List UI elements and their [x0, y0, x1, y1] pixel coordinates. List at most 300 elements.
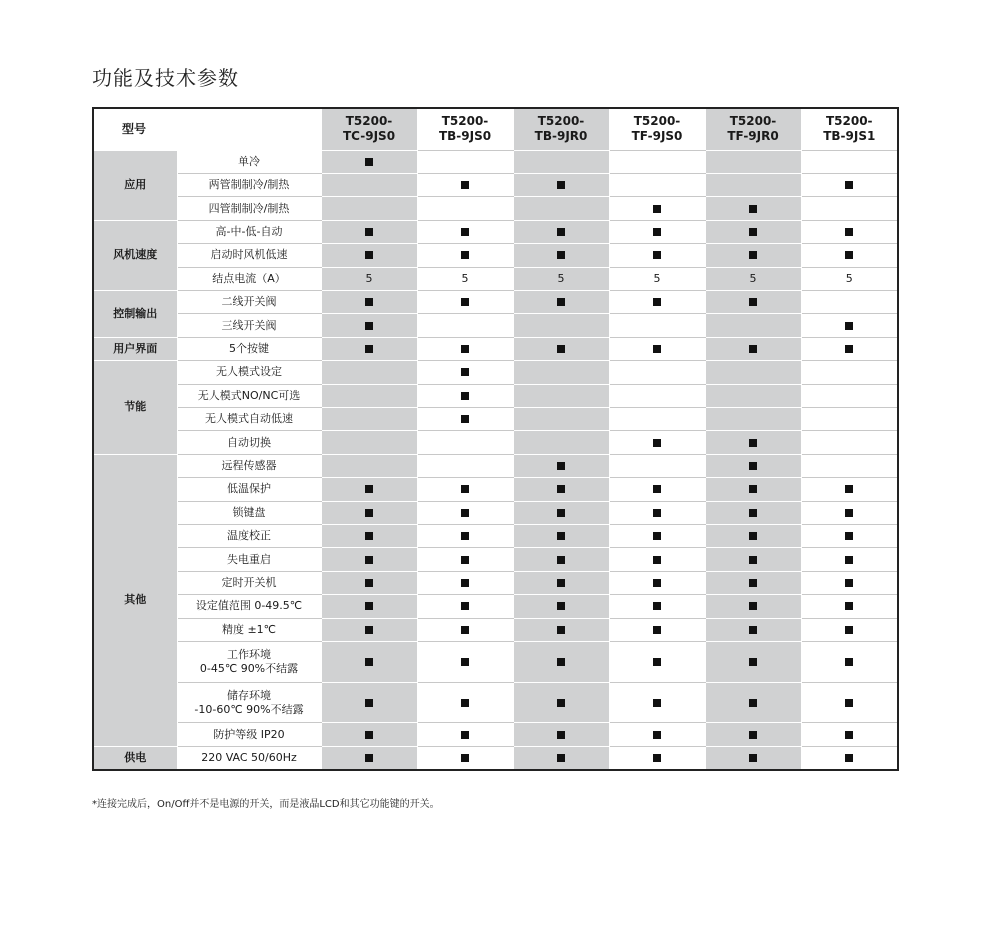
check-mark-icon	[365, 754, 373, 762]
feature-label	[177, 173, 321, 196]
check-mark-icon	[557, 626, 565, 634]
value-cell	[609, 384, 705, 407]
value-cell	[513, 642, 609, 683]
feature-text: 三线开关阀	[221, 318, 277, 332]
feature-label	[177, 618, 321, 641]
value-cell	[417, 478, 513, 501]
value-cell	[801, 220, 898, 243]
check-mark-icon	[653, 251, 661, 259]
value-cell	[513, 595, 609, 618]
value-cell	[321, 682, 417, 723]
value-cell	[417, 548, 513, 571]
feature-text: 高-中-低-自动	[215, 224, 283, 238]
check-mark-icon	[845, 509, 853, 517]
check-mark-icon	[557, 579, 565, 587]
check-mark-icon	[461, 658, 469, 666]
value-cell	[513, 337, 609, 360]
value-cell	[513, 150, 609, 173]
value-cell	[513, 290, 609, 313]
value-cell	[321, 454, 417, 477]
value-cell	[321, 173, 417, 196]
check-mark-icon	[557, 731, 565, 739]
value-cell	[705, 197, 801, 220]
feature-text: 自动切换	[227, 435, 271, 449]
value-cell	[321, 571, 417, 594]
check-mark-icon	[461, 602, 469, 610]
value-cell	[513, 746, 609, 770]
check-mark-icon	[653, 509, 661, 517]
value-cell	[705, 525, 801, 548]
model-header-3	[609, 108, 705, 150]
table-row	[93, 723, 898, 746]
value-cell	[801, 595, 898, 618]
feature-label	[177, 220, 321, 243]
check-mark-icon	[653, 658, 661, 666]
check-mark-icon	[749, 699, 757, 707]
check-mark-icon	[461, 532, 469, 540]
value-cell	[321, 595, 417, 618]
check-mark-icon	[749, 602, 757, 610]
value-cell	[801, 478, 898, 501]
check-mark-icon	[365, 602, 373, 610]
value-cell	[417, 150, 513, 173]
check-mark-icon	[557, 462, 565, 470]
feature-text: 无人模式设定	[216, 365, 282, 379]
value-cell	[609, 571, 705, 594]
check-mark-icon	[749, 228, 757, 236]
value-cell	[705, 220, 801, 243]
value-cell	[705, 478, 801, 501]
value-cell	[609, 431, 705, 454]
value-cell	[801, 314, 898, 337]
check-mark-icon	[365, 158, 373, 166]
value-cell	[513, 173, 609, 196]
value-cell	[513, 267, 609, 290]
category-label: 应用	[93, 150, 177, 220]
value-cell	[417, 642, 513, 683]
value-cell	[801, 454, 898, 477]
value-cell	[801, 267, 898, 290]
check-mark-icon	[845, 228, 853, 236]
value-cell	[417, 290, 513, 313]
feature-text: 精度 ±1℃	[221, 622, 277, 636]
value-cell	[801, 682, 898, 723]
table-row	[93, 150, 898, 173]
feature-text: 低温保护	[227, 482, 271, 496]
table-row	[93, 571, 898, 594]
value-text: 5	[365, 271, 373, 285]
model-line1: T5200-	[825, 114, 873, 129]
check-mark-icon	[461, 626, 469, 634]
check-mark-icon	[461, 579, 469, 587]
check-mark-icon	[365, 298, 373, 306]
feature-label	[177, 407, 321, 430]
check-mark-icon	[749, 754, 757, 762]
check-mark-icon	[461, 415, 469, 423]
check-mark-icon	[365, 626, 373, 634]
check-mark-icon	[461, 731, 469, 739]
table-row	[93, 478, 898, 501]
value-cell	[801, 384, 898, 407]
check-mark-icon	[749, 556, 757, 564]
check-mark-icon	[749, 462, 757, 470]
check-mark-icon	[749, 345, 757, 353]
feature-label	[177, 290, 321, 313]
check-mark-icon	[653, 205, 661, 213]
check-mark-icon	[461, 485, 469, 493]
feature-label	[177, 642, 321, 683]
value-cell	[609, 173, 705, 196]
value-cell	[609, 501, 705, 524]
feature-label	[177, 454, 321, 477]
value-cell	[513, 431, 609, 454]
check-mark-icon	[845, 322, 853, 330]
value-cell	[417, 682, 513, 723]
check-mark-icon	[749, 626, 757, 634]
check-mark-icon	[557, 228, 565, 236]
value-cell	[609, 525, 705, 548]
feature-label	[177, 723, 321, 746]
value-cell	[705, 407, 801, 430]
value-cell	[705, 642, 801, 683]
value-cell	[609, 150, 705, 173]
check-mark-icon	[845, 626, 853, 634]
feature-text: 结点电流（A）	[212, 271, 286, 285]
check-mark-icon	[749, 579, 757, 587]
value-cell	[609, 407, 705, 430]
check-mark-icon	[653, 532, 661, 540]
value-cell	[705, 314, 801, 337]
value-cell	[321, 431, 417, 454]
feature-text-line2: 0-45℃ 90%不结露	[199, 661, 299, 675]
value-cell	[609, 267, 705, 290]
value-cell	[705, 501, 801, 524]
feature-text: 单冷	[238, 154, 260, 168]
value-cell	[801, 197, 898, 220]
check-mark-icon	[365, 699, 373, 707]
value-cell	[705, 431, 801, 454]
check-mark-icon	[557, 556, 565, 564]
feature-label	[177, 478, 321, 501]
check-mark-icon	[749, 658, 757, 666]
value-cell	[321, 314, 417, 337]
feature-text: 锁键盘	[232, 505, 266, 519]
value-cell	[417, 384, 513, 407]
check-mark-icon	[557, 699, 565, 707]
value-cell	[321, 723, 417, 746]
check-mark-icon	[557, 658, 565, 666]
value-cell	[801, 525, 898, 548]
spec-table	[92, 107, 899, 771]
check-mark-icon	[557, 251, 565, 259]
table-row	[93, 746, 898, 770]
value-cell	[513, 454, 609, 477]
check-mark-icon	[365, 556, 373, 564]
check-mark-icon	[749, 485, 757, 493]
feature-label	[177, 384, 321, 407]
value-cell	[513, 618, 609, 641]
value-cell	[609, 290, 705, 313]
check-mark-icon	[845, 345, 853, 353]
value-cell	[609, 746, 705, 770]
value-cell	[609, 478, 705, 501]
check-mark-icon	[653, 754, 661, 762]
feature-text: 5个按键	[229, 341, 269, 355]
value-cell	[705, 723, 801, 746]
value-cell	[417, 407, 513, 430]
table-row	[93, 454, 898, 477]
check-mark-icon	[461, 509, 469, 517]
value-cell	[513, 361, 609, 384]
value-cell	[705, 454, 801, 477]
model-line2: TC-9JS0	[342, 129, 396, 144]
check-mark-icon	[365, 485, 373, 493]
feature-label	[177, 267, 321, 290]
value-cell	[609, 595, 705, 618]
value-cell	[705, 384, 801, 407]
check-mark-icon	[365, 658, 373, 666]
check-mark-icon	[461, 699, 469, 707]
check-mark-icon	[461, 251, 469, 259]
value-cell	[417, 173, 513, 196]
check-mark-icon	[557, 754, 565, 762]
value-cell	[513, 244, 609, 267]
check-mark-icon	[845, 251, 853, 259]
check-mark-icon	[557, 602, 565, 610]
model-line1: T5200-	[537, 114, 585, 129]
check-mark-icon	[653, 626, 661, 634]
value-cell	[321, 197, 417, 220]
value-cell	[801, 361, 898, 384]
check-mark-icon	[845, 579, 853, 587]
check-mark-icon	[749, 298, 757, 306]
model-header-4	[705, 108, 801, 150]
check-mark-icon	[365, 731, 373, 739]
value-cell	[609, 642, 705, 683]
check-mark-icon	[653, 345, 661, 353]
check-mark-icon	[557, 485, 565, 493]
feature-text: 二线开关阀	[221, 295, 277, 309]
model-line1: T5200-	[729, 114, 777, 129]
table-row	[93, 314, 898, 337]
value-cell	[801, 501, 898, 524]
feature-label	[177, 525, 321, 548]
value-cell	[513, 314, 609, 337]
check-mark-icon	[845, 181, 853, 189]
value-cell	[801, 618, 898, 641]
category-label: 供电	[93, 746, 177, 770]
value-cell	[321, 290, 417, 313]
value-cell	[321, 244, 417, 267]
category-label: 节能	[93, 361, 177, 455]
value-cell	[801, 173, 898, 196]
value-cell	[321, 618, 417, 641]
value-cell	[609, 618, 705, 641]
check-mark-icon	[461, 754, 469, 762]
table-header-row	[93, 108, 898, 150]
category-label: 其他	[93, 454, 177, 746]
value-cell	[705, 571, 801, 594]
value-cell	[513, 501, 609, 524]
table-row	[93, 501, 898, 524]
check-mark-icon	[845, 731, 853, 739]
feature-text: 储存环境	[227, 688, 271, 702]
value-cell	[321, 478, 417, 501]
check-mark-icon	[749, 439, 757, 447]
value-cell	[801, 337, 898, 360]
value-cell	[417, 244, 513, 267]
value-cell	[417, 431, 513, 454]
check-mark-icon	[749, 251, 757, 259]
table-row	[93, 642, 898, 683]
check-mark-icon	[845, 532, 853, 540]
value-cell	[513, 384, 609, 407]
value-cell	[609, 682, 705, 723]
value-text: 5	[461, 271, 469, 285]
feature-text: 220 VAC 50/60Hz	[201, 750, 297, 764]
check-mark-icon	[653, 228, 661, 236]
check-mark-icon	[653, 439, 661, 447]
check-mark-icon	[461, 345, 469, 353]
check-mark-icon	[461, 556, 469, 564]
value-cell	[705, 548, 801, 571]
table-row	[93, 407, 898, 430]
value-cell	[801, 431, 898, 454]
value-cell	[321, 361, 417, 384]
feature-label	[177, 501, 321, 524]
check-mark-icon	[749, 731, 757, 739]
value-cell	[609, 548, 705, 571]
value-cell	[705, 267, 801, 290]
value-cell	[513, 220, 609, 243]
model-line1: T5200-	[441, 114, 489, 129]
model-line1: T5200-	[345, 114, 393, 129]
table-row	[93, 173, 898, 196]
value-cell	[705, 244, 801, 267]
feature-label	[177, 337, 321, 360]
feature-text-line2: -10-60℃ 90%不结露	[194, 702, 304, 716]
table-row	[93, 361, 898, 384]
value-cell	[801, 746, 898, 770]
check-mark-icon	[653, 579, 661, 587]
value-cell	[417, 723, 513, 746]
check-mark-icon	[653, 556, 661, 564]
value-cell	[513, 682, 609, 723]
value-cell	[705, 337, 801, 360]
feature-label	[177, 244, 321, 267]
check-mark-icon	[557, 532, 565, 540]
value-cell	[417, 525, 513, 548]
table-row	[93, 548, 898, 571]
model-header-2	[513, 108, 609, 150]
table-row	[93, 267, 898, 290]
value-cell	[705, 682, 801, 723]
check-mark-icon	[365, 579, 373, 587]
feature-text: 四管制制冷/制热	[208, 201, 290, 215]
value-cell	[609, 337, 705, 360]
check-mark-icon	[365, 251, 373, 259]
feature-text: 启动时风机低速	[210, 248, 288, 262]
value-cell	[321, 407, 417, 430]
table-row	[93, 618, 898, 641]
check-mark-icon	[845, 485, 853, 493]
value-text: 5	[653, 271, 661, 285]
model-header-1	[417, 108, 513, 150]
value-cell	[321, 384, 417, 407]
table-body	[93, 150, 898, 770]
category-label: 用户界面	[93, 337, 177, 360]
value-cell	[417, 361, 513, 384]
model-line2: TF-9JR0	[727, 129, 779, 144]
table-row	[93, 595, 898, 618]
check-mark-icon	[845, 658, 853, 666]
check-mark-icon	[653, 731, 661, 739]
check-mark-icon	[365, 228, 373, 236]
check-mark-icon	[461, 181, 469, 189]
value-cell	[321, 525, 417, 548]
check-mark-icon	[845, 602, 853, 610]
feature-label	[177, 197, 321, 220]
value-cell	[417, 501, 513, 524]
value-cell	[321, 267, 417, 290]
feature-text: 失电重启	[227, 552, 271, 566]
value-cell	[417, 314, 513, 337]
feature-text: 温度校正	[227, 529, 271, 543]
value-cell	[801, 548, 898, 571]
value-cell	[801, 244, 898, 267]
value-cell	[801, 571, 898, 594]
table-row	[93, 244, 898, 267]
value-cell	[609, 314, 705, 337]
table-row	[93, 384, 898, 407]
table-row	[93, 337, 898, 360]
feature-text: 设定值范围 0-49.5℃	[195, 599, 303, 613]
model-line2: TB-9JS0	[438, 129, 492, 144]
value-cell	[513, 197, 609, 220]
value-cell	[321, 501, 417, 524]
feature-label	[177, 361, 321, 384]
check-mark-icon	[653, 699, 661, 707]
value-cell	[417, 595, 513, 618]
value-cell	[609, 454, 705, 477]
value-cell	[609, 723, 705, 746]
value-cell	[705, 595, 801, 618]
check-mark-icon	[557, 298, 565, 306]
model-header-0	[321, 108, 417, 150]
model-line2: TB-9JR0	[534, 129, 588, 144]
feature-label	[177, 746, 321, 770]
check-mark-icon	[557, 345, 565, 353]
value-cell	[321, 220, 417, 243]
value-text: 5	[845, 271, 853, 285]
check-mark-icon	[461, 228, 469, 236]
check-mark-icon	[845, 754, 853, 762]
value-cell	[321, 337, 417, 360]
value-cell	[705, 290, 801, 313]
check-mark-icon	[653, 602, 661, 610]
check-mark-icon	[557, 509, 565, 517]
value-cell	[321, 746, 417, 770]
check-mark-icon	[557, 181, 565, 189]
model-line1: T5200-	[633, 114, 681, 129]
feature-text: 无人模式自动低速	[205, 412, 293, 426]
value-cell	[801, 290, 898, 313]
value-cell	[609, 197, 705, 220]
value-text: 5	[749, 271, 757, 285]
model-header-5	[801, 108, 898, 150]
check-mark-icon	[845, 699, 853, 707]
check-mark-icon	[653, 485, 661, 493]
